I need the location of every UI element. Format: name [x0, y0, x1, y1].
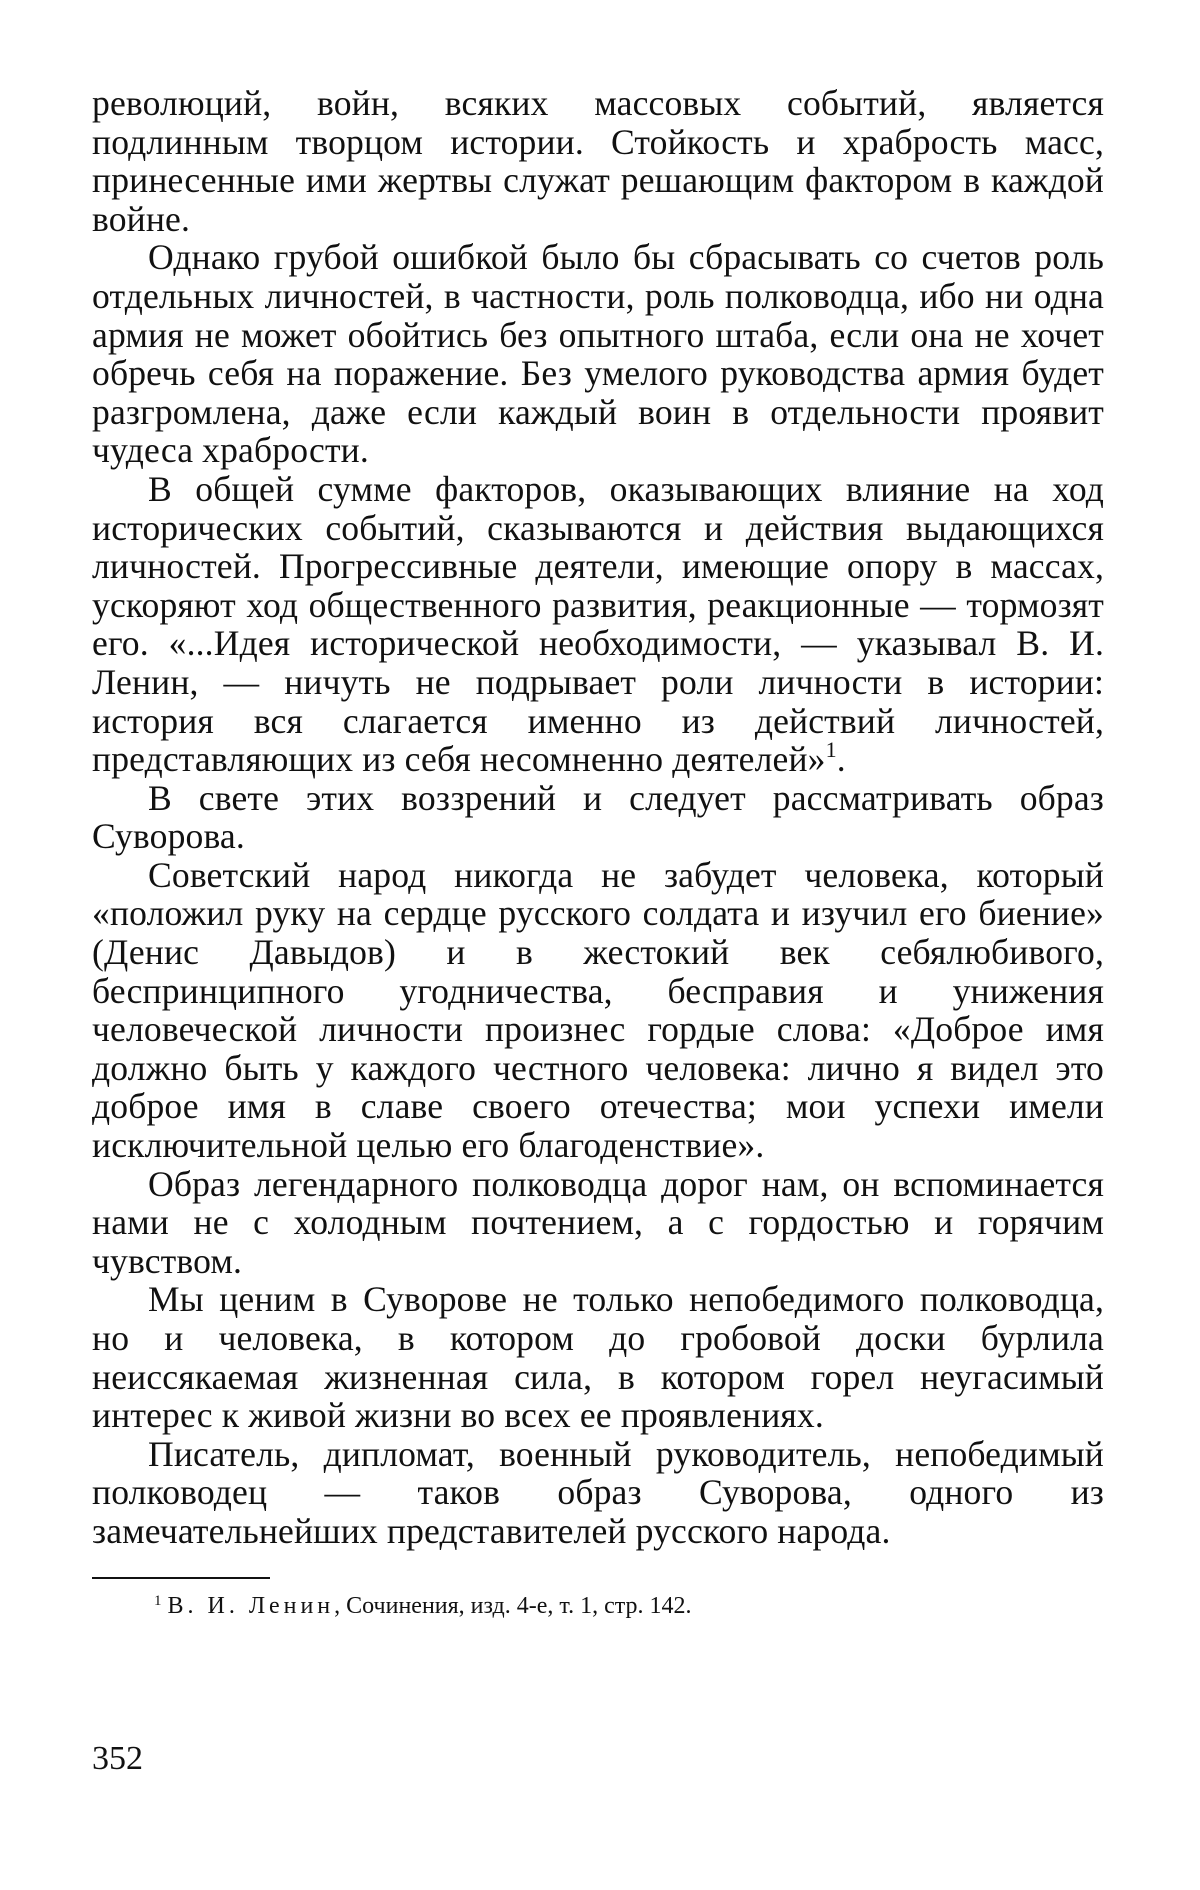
- footnote-text: , Сочинения, изд. 4-е, т. 1, стр. 142.: [334, 1592, 692, 1619]
- paragraph: [92, 1280, 1104, 1434]
- footnote-reference: 1: [825, 737, 837, 763]
- paragraph-text: В свете этих воззрений и следует рассматривать образ Суворова.: [92, 777, 1104, 857]
- paragraph: [92, 84, 1104, 238]
- paragraph-text: Образ легендарного полководца дорог нам, он вспоминается нами не с холодным почтением, а с гордостью и горячим чувством.: [92, 1163, 1104, 1281]
- paragraph-text: В общей сумме факторов, оказывающих влияние на ход исторических событий, сказываются и действия выдающихся личностей. Прогрессивные деятели, имеющие опору в массах, ускоряют ход общественного развития, реакционные — тормозят его. «...Идея исторической необходимости, — указывал В. И. Ленин, — ничуть не подрывает роли личности в истории: история вся слагается именно из действий личностей, представляющих из себя несомненно деятелей»: [92, 468, 1104, 780]
- paragraph-text: революций, войн, всяких массовых событий, является подлинным творцом истории. Стойкость и храбрость масс, принесенные ими жертвы служат решающим фактором в каждой войне.: [92, 83, 1104, 239]
- paragraph: [92, 856, 1104, 1165]
- paragraph-text: Однако грубой ошибкой было бы сбрасывать со счетов роль отдельных личностей, в частности, роль полководца, ибо ни одна армия не может обойтись без опытного штаба, если она не хочет обречь себя на поражение. Без умелого руководства армия будет разгромлена, даже если каждый воин в отдельности проявит чудеса храбрости.: [92, 237, 1104, 471]
- footnote-divider: [92, 1577, 270, 1579]
- footnote: [92, 1591, 1104, 1621]
- paragraph-text: Советский народ никогда не забудет человека, который «положил руку на сердце русского солдата и изучил его биение» (Денис Давыдов) и в жестокий век себялюбивого, беспринципного угодничества, бесправия и унижения человеческой личности произнес гордые слова: «Доброе имя должно быть у каждого честного человека: лично я видел это доброе имя в славе своего отечества; мои успехи имели исключительной целью его благоденствие».: [92, 854, 1104, 1166]
- paragraph-text: Мы ценим в Суворове не только непобедимого полководца, но и человека, в котором до гробовой доски бурлила неиссякаемая жизненная сила, в котором горел неугасимый интерес к живой жизни во всех ее проявлениях.: [92, 1279, 1104, 1436]
- paragraph: [92, 779, 1104, 856]
- paragraph: [92, 1435, 1104, 1551]
- page-number: 352: [92, 1740, 143, 1777]
- footnote-number: 1: [154, 1592, 162, 1609]
- paragraph-text: Писатель, дипломат, военный руководитель, непобедимый полководец — таков образ Суворова, одного из замечательнейших представителей русского народа.: [92, 1433, 1104, 1551]
- paragraph: [92, 1165, 1104, 1281]
- footnote-author: В. И. Ленин: [167, 1592, 335, 1619]
- paragraph: [92, 238, 1104, 470]
- body-text: [92, 84, 1104, 1551]
- paragraph: В общей сумме факторов, оказывающих влияние на ход исторических событий, сказываются и действия выдающихся личностей. Прогрессивные деятели, имеющие опору в массах, ускоряют ход общественного развития, реакционные — тормозят его. «...Идея исторической необходимости, — указывал В. И. Ленин, — ничуть не подрывает роли личности в истории: история вся слагается именно из действий личностей, представляющих из себя несомненно деятелей»$^1$.: [92, 468, 1104, 780]
